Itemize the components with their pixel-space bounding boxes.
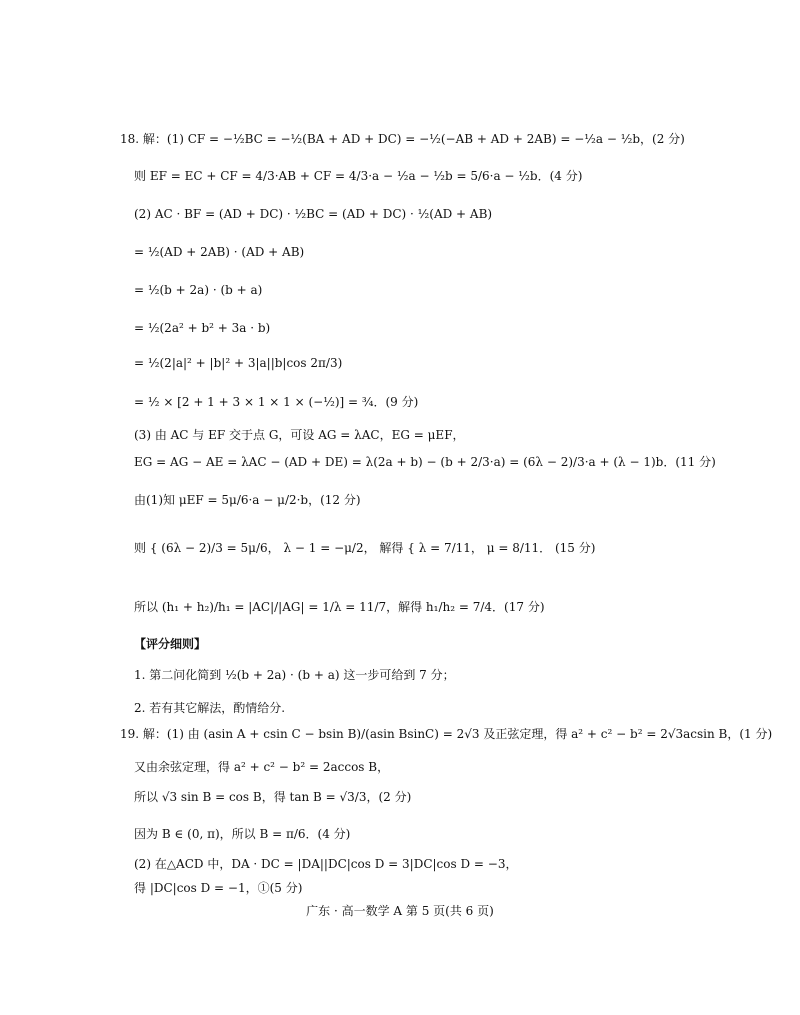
p18-line: EG = AG − AE = λAC − (AD + DE) = λ(2a + b) − (b + 2/3·a) = (6λ − 2)/3·a + (λ − 1)b．(11 分) [134, 455, 716, 469]
rubric-header: 【评分细则】 [134, 637, 207, 651]
p18-line: = ½(2a² + b² + 3a · b) [134, 321, 271, 335]
p18-line: (3) 由 AC 与 EF 交于点 G，可设 AG = λAC，EG = μEF， [134, 428, 465, 442]
p19-line: 所以 √3 sin B = cos B，得 tan B = √3/3，(2 分) [134, 790, 412, 804]
p19-line: 得 |DC|cos D = −1，①(5 分) [134, 881, 303, 895]
rubric-items-line: 1. 第二问化简到 ½(b + 2a) · (b + a) 这一步可给到 7 分； [134, 668, 455, 682]
p18-line: 由(1)知 μEF = 5μ/6·a − μ/2·b，(12 分) [134, 493, 361, 507]
p18-line: (2) AC · BF = (AD + DC) · ½BC = (AD + DC) · ½(AD + AB) [134, 207, 493, 221]
rubric-items-line: 2. 若有其它解法，酌情给分. [134, 701, 286, 715]
p19-line: 因为 B ∈ (0, π)，所以 B = π/6．(4 分) [134, 827, 351, 841]
p18-line: = ½(2|a|² + |b|² + 3|a||b|cos 2π/3) [134, 356, 343, 370]
p19-line: 又由余弦定理，得 a² + c² − b² = 2accos B， [134, 760, 390, 774]
p18-line: 则 EF = EC + CF = 4/3·AB + CF = 4/3·a − ½a − ½b = 5/6·a − ½b．(4 分) [134, 169, 583, 183]
p18-line: = ½(AD + 2AB) · (AD + AB) [134, 245, 305, 259]
p18-line: = ½(b + 2a) · (b + a) [134, 283, 263, 297]
p18-line: 则 { (6λ − 2)/3 = 5μ/6， λ − 1 = −μ/2， 解得 { λ = 7/11， μ = 8/11． (15 分) [134, 541, 596, 555]
p18-line: 18. 解：(1) CF = −½BC = −½(BA + AD + DC) = −½(−AB + AD + 2AB) = −½a − ½b，(2 分) [120, 132, 685, 146]
page-footer: 广东 · 高一数学 A 第 5 页(共 6 页) [306, 904, 494, 918]
p19-line: (2) 在△ACD 中，DA · DC = |DA||DC|cos D = 3|DC|cos D = −3， [134, 857, 518, 871]
p19-line: 19. 解：(1) 由 (asin A + csin C − bsin B)/(asin BsinC) = 2√3 及正弦定理，得 a² + c² − b² = 2√3acsin B，(1 分) [120, 727, 773, 741]
p18-line: 所以 (h₁ + h₂)/h₁ = |AC|/|AG| = 1/λ = 11/7，解得 h₁/h₂ = 7/4．(17 分) [134, 600, 545, 614]
p18-line: = ½ × [2 + 1 + 3 × 1 × 1 × (−½)] = ¾．(9 分) [134, 395, 419, 409]
